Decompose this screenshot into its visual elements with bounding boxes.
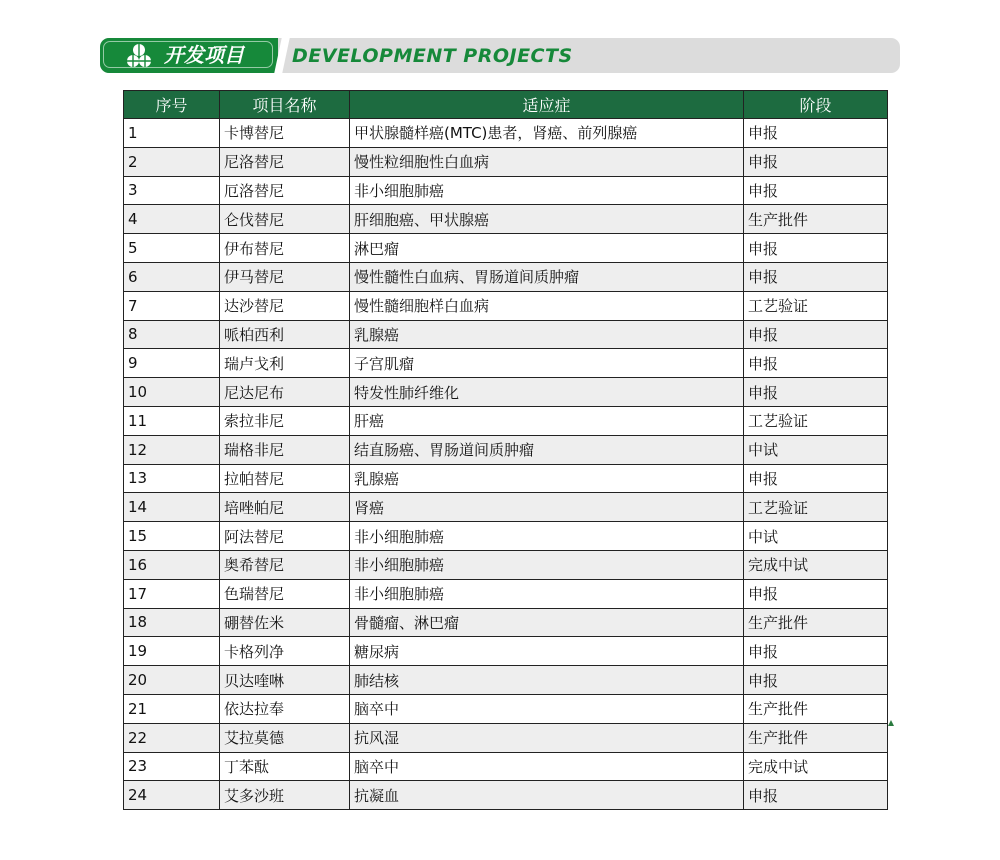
cell-stage: 申报 xyxy=(744,579,888,608)
cell-stage: 申报 xyxy=(744,320,888,349)
table-row xyxy=(124,435,888,464)
cell-index: 16 xyxy=(124,550,220,579)
table-row xyxy=(124,781,888,810)
cell-indication: 非小细胞肺癌 xyxy=(350,550,744,579)
cell-indication: 骨髓瘤、淋巴瘤 xyxy=(350,608,744,637)
table-row xyxy=(124,752,888,781)
cell-index: 3 xyxy=(124,176,220,205)
table-row xyxy=(124,205,888,234)
cell-stage: 申报 xyxy=(744,234,888,263)
cell-project-name: 尼洛替尼 xyxy=(220,147,350,176)
cell-indication: 结直肠癌、胃肠道间质肿瘤 xyxy=(350,435,744,464)
cell-project-name: 丁苯酞 xyxy=(220,752,350,781)
cell-indication: 慢性髓性白血病、胃肠道间质肿瘤 xyxy=(350,262,744,291)
table-row xyxy=(124,608,888,637)
cell-index: 22 xyxy=(124,723,220,752)
column-header-project-name: 项目名称 xyxy=(220,91,350,119)
cell-indication: 淋巴瘤 xyxy=(350,234,744,263)
cell-project-name: 哌柏西利 xyxy=(220,320,350,349)
cell-stage: 申报 xyxy=(744,147,888,176)
cell-index: 19 xyxy=(124,637,220,666)
cell-stage: 工艺验证 xyxy=(744,291,888,320)
cell-indication: 抗凝血 xyxy=(350,781,744,810)
cell-project-name: 阿法替尼 xyxy=(220,522,350,551)
cell-indication: 脑卒中 xyxy=(350,694,744,723)
cell-index: 6 xyxy=(124,262,220,291)
cell-project-name: 仑伐替尼 xyxy=(220,205,350,234)
cell-stage: 中试 xyxy=(744,435,888,464)
section-header-bar xyxy=(100,38,900,73)
cell-stage: 工艺验证 xyxy=(744,406,888,435)
cell-project-name: 尼达尼布 xyxy=(220,378,350,407)
cell-indication: 肺结核 xyxy=(350,666,744,695)
table-row xyxy=(124,119,888,148)
cell-indication: 糖尿病 xyxy=(350,637,744,666)
table-row xyxy=(124,464,888,493)
table-row xyxy=(124,694,888,723)
table-row xyxy=(124,320,888,349)
cell-project-name: 依达拉奉 xyxy=(220,694,350,723)
section-header-badge xyxy=(100,38,278,73)
projects-table xyxy=(123,90,888,810)
cell-indication: 肝癌 xyxy=(350,406,744,435)
cell-indication: 非小细胞肺癌 xyxy=(350,176,744,205)
cell-project-name: 艾拉莫德 xyxy=(220,723,350,752)
cell-index: 12 xyxy=(124,435,220,464)
cell-index: 24 xyxy=(124,781,220,810)
cell-stage: 申报 xyxy=(744,119,888,148)
cell-stage: 申报 xyxy=(744,262,888,291)
cell-index: 11 xyxy=(124,406,220,435)
cell-indication: 乳腺癌 xyxy=(350,464,744,493)
cell-stage: 申报 xyxy=(744,781,888,810)
table-row xyxy=(124,522,888,551)
cell-project-name: 卡格列净 xyxy=(220,637,350,666)
cell-project-name: 奥希替尼 xyxy=(220,550,350,579)
cell-stage: 生产批件 xyxy=(744,694,888,723)
cell-project-name: 卡博替尼 xyxy=(220,119,350,148)
table-row xyxy=(124,723,888,752)
cell-index: 13 xyxy=(124,464,220,493)
cell-indication: 乳腺癌 xyxy=(350,320,744,349)
cell-stage: 申报 xyxy=(744,666,888,695)
table-row xyxy=(124,406,888,435)
cell-index: 18 xyxy=(124,608,220,637)
cell-stage: 申报 xyxy=(744,349,888,378)
cell-indication: 脑卒中 xyxy=(350,752,744,781)
table-row xyxy=(124,493,888,522)
column-header-indication: 适应症 xyxy=(350,91,744,119)
stray-mark xyxy=(888,720,894,726)
section-title-en: DEVELOPMENT PROJECTS xyxy=(292,45,573,67)
cell-index: 7 xyxy=(124,291,220,320)
cell-stage: 中试 xyxy=(744,522,888,551)
cell-stage: 申报 xyxy=(744,464,888,493)
cell-project-name: 硼替佐米 xyxy=(220,608,350,637)
cell-index: 21 xyxy=(124,694,220,723)
table-body xyxy=(124,119,888,810)
cell-stage: 申报 xyxy=(744,378,888,407)
cell-index: 5 xyxy=(124,234,220,263)
table-row xyxy=(124,579,888,608)
cell-index: 4 xyxy=(124,205,220,234)
cell-project-name: 培唑帕尼 xyxy=(220,493,350,522)
cell-stage: 生产批件 xyxy=(744,723,888,752)
cell-stage: 生产批件 xyxy=(744,205,888,234)
cube-cluster-icon xyxy=(126,43,152,69)
table-row xyxy=(124,262,888,291)
cell-project-name: 瑞卢戈利 xyxy=(220,349,350,378)
cell-indication: 子宫肌瘤 xyxy=(350,349,744,378)
cell-indication: 肾癌 xyxy=(350,493,744,522)
column-header-stage: 阶段 xyxy=(744,91,888,119)
cell-project-name: 拉帕替尼 xyxy=(220,464,350,493)
cell-stage: 生产批件 xyxy=(744,608,888,637)
cell-project-name: 索拉非尼 xyxy=(220,406,350,435)
cell-indication: 抗风湿 xyxy=(350,723,744,752)
cell-indication: 慢性粒细胞性白血病 xyxy=(350,147,744,176)
cell-indication: 肝细胞癌、甲状腺癌 xyxy=(350,205,744,234)
cell-index: 2 xyxy=(124,147,220,176)
column-header-index: 序号 xyxy=(124,91,220,119)
table-row xyxy=(124,349,888,378)
cell-project-name: 贝达喹啉 xyxy=(220,666,350,695)
section-title-cn: 开发项目 xyxy=(164,43,244,67)
cell-index: 20 xyxy=(124,666,220,695)
cell-project-name: 伊马替尼 xyxy=(220,262,350,291)
cell-indication: 特发性肺纤维化 xyxy=(350,378,744,407)
cell-indication: 非小细胞肺癌 xyxy=(350,579,744,608)
cell-stage: 申报 xyxy=(744,176,888,205)
table-row xyxy=(124,378,888,407)
cell-project-name: 厄洛替尼 xyxy=(220,176,350,205)
table-row xyxy=(124,550,888,579)
table-row xyxy=(124,176,888,205)
cell-indication: 非小细胞肺癌 xyxy=(350,522,744,551)
cell-indication: 甲状腺髓样癌(MTC)患者，肾癌、前列腺癌 xyxy=(350,119,744,148)
cell-index: 17 xyxy=(124,579,220,608)
cell-project-name: 瑞格非尼 xyxy=(220,435,350,464)
cell-stage: 申报 xyxy=(744,637,888,666)
cell-project-name: 达沙替尼 xyxy=(220,291,350,320)
table-row xyxy=(124,637,888,666)
cell-project-name: 伊布替尼 xyxy=(220,234,350,263)
cell-indication: 慢性髓细胞样白血病 xyxy=(350,291,744,320)
table-row xyxy=(124,234,888,263)
cell-index: 14 xyxy=(124,493,220,522)
table-row xyxy=(124,666,888,695)
cell-index: 8 xyxy=(124,320,220,349)
cell-index: 23 xyxy=(124,752,220,781)
table-row xyxy=(124,147,888,176)
cell-index: 1 xyxy=(124,119,220,148)
table-row xyxy=(124,291,888,320)
cell-stage: 工艺验证 xyxy=(744,493,888,522)
cell-index: 9 xyxy=(124,349,220,378)
cell-project-name: 色瑞替尼 xyxy=(220,579,350,608)
cell-stage: 完成中试 xyxy=(744,752,888,781)
cell-stage: 完成中试 xyxy=(744,550,888,579)
cell-index: 15 xyxy=(124,522,220,551)
table-header-row xyxy=(124,91,888,119)
cell-project-name: 艾多沙班 xyxy=(220,781,350,810)
cell-index: 10 xyxy=(124,378,220,407)
